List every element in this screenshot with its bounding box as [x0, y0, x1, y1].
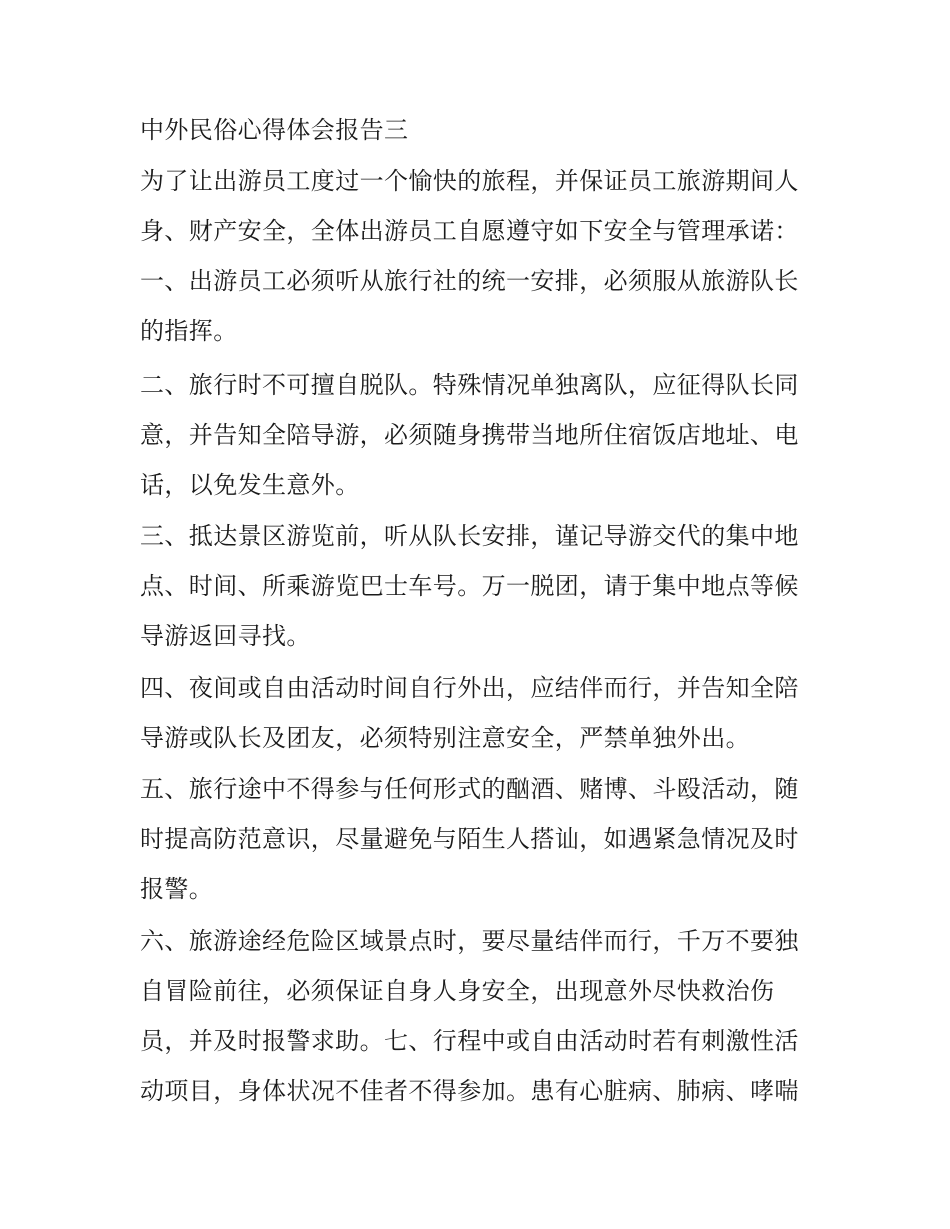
text-line: 意，并告知全陪导游，必须随身携带当地所住宿饭店地址、电 [140, 421, 799, 449]
text-line: 导游或队长及团友，必须特别注意安全，严禁单独外出。 [140, 724, 750, 752]
text-line: 话，以免发生意外。 [140, 471, 360, 499]
text-line: 为了让出游员工度过一个愉快的旅程，并保证员工旅游期间人 [140, 167, 799, 195]
text-line: 报警。 [140, 875, 214, 903]
text-line: 五、旅行途中不得参与任何形式的酗酒、赌博、斗殴活动，随 [140, 775, 799, 803]
text-line: 自冒险前往，必须保证自身人身安全，出现意外尽快救治伤 [140, 977, 775, 1005]
text-line: 二、旅行时不可擅自脱队。特殊情况单独离队，应征得队长同 [140, 371, 799, 399]
document-title: 中外民俗心得体会报告三 [140, 116, 409, 144]
text-line: 身、财产安全，全体出游员工自愿遵守如下安全与管理承诺： [140, 217, 799, 245]
text-line: 一、出游员工必须听从旅行社的统一安排，必须服从旅游队长 [140, 267, 799, 295]
text-line: 的指挥。 [140, 317, 238, 345]
text-line: 时提高防范意识，尽量避免与陌生人搭讪，如遇紧急情况及时 [140, 825, 799, 853]
text-line: 三、抵达景区游览前，听从队长安排，谨记导游交代的集中地 [140, 522, 799, 550]
text-line: 导游返回寻找。 [140, 622, 311, 650]
text-line: 员，并及时报警求助。七、行程中或自由活动时若有刺激性活 [140, 1027, 799, 1055]
text-line: 动项目，身体状况不佳者不得参加。患有心脏病、肺病、哮喘 [140, 1077, 799, 1105]
text-line: 四、夜间或自由活动时间自行外出，应结伴而行，并告知全陪 [140, 674, 799, 702]
text-line: 点、时间、所乘游览巴士车号。万一脱团，请于集中地点等候 [140, 572, 799, 600]
text-line: 六、旅游途经危险区域景点时，要尽量结伴而行，千万不要独 [140, 927, 799, 955]
